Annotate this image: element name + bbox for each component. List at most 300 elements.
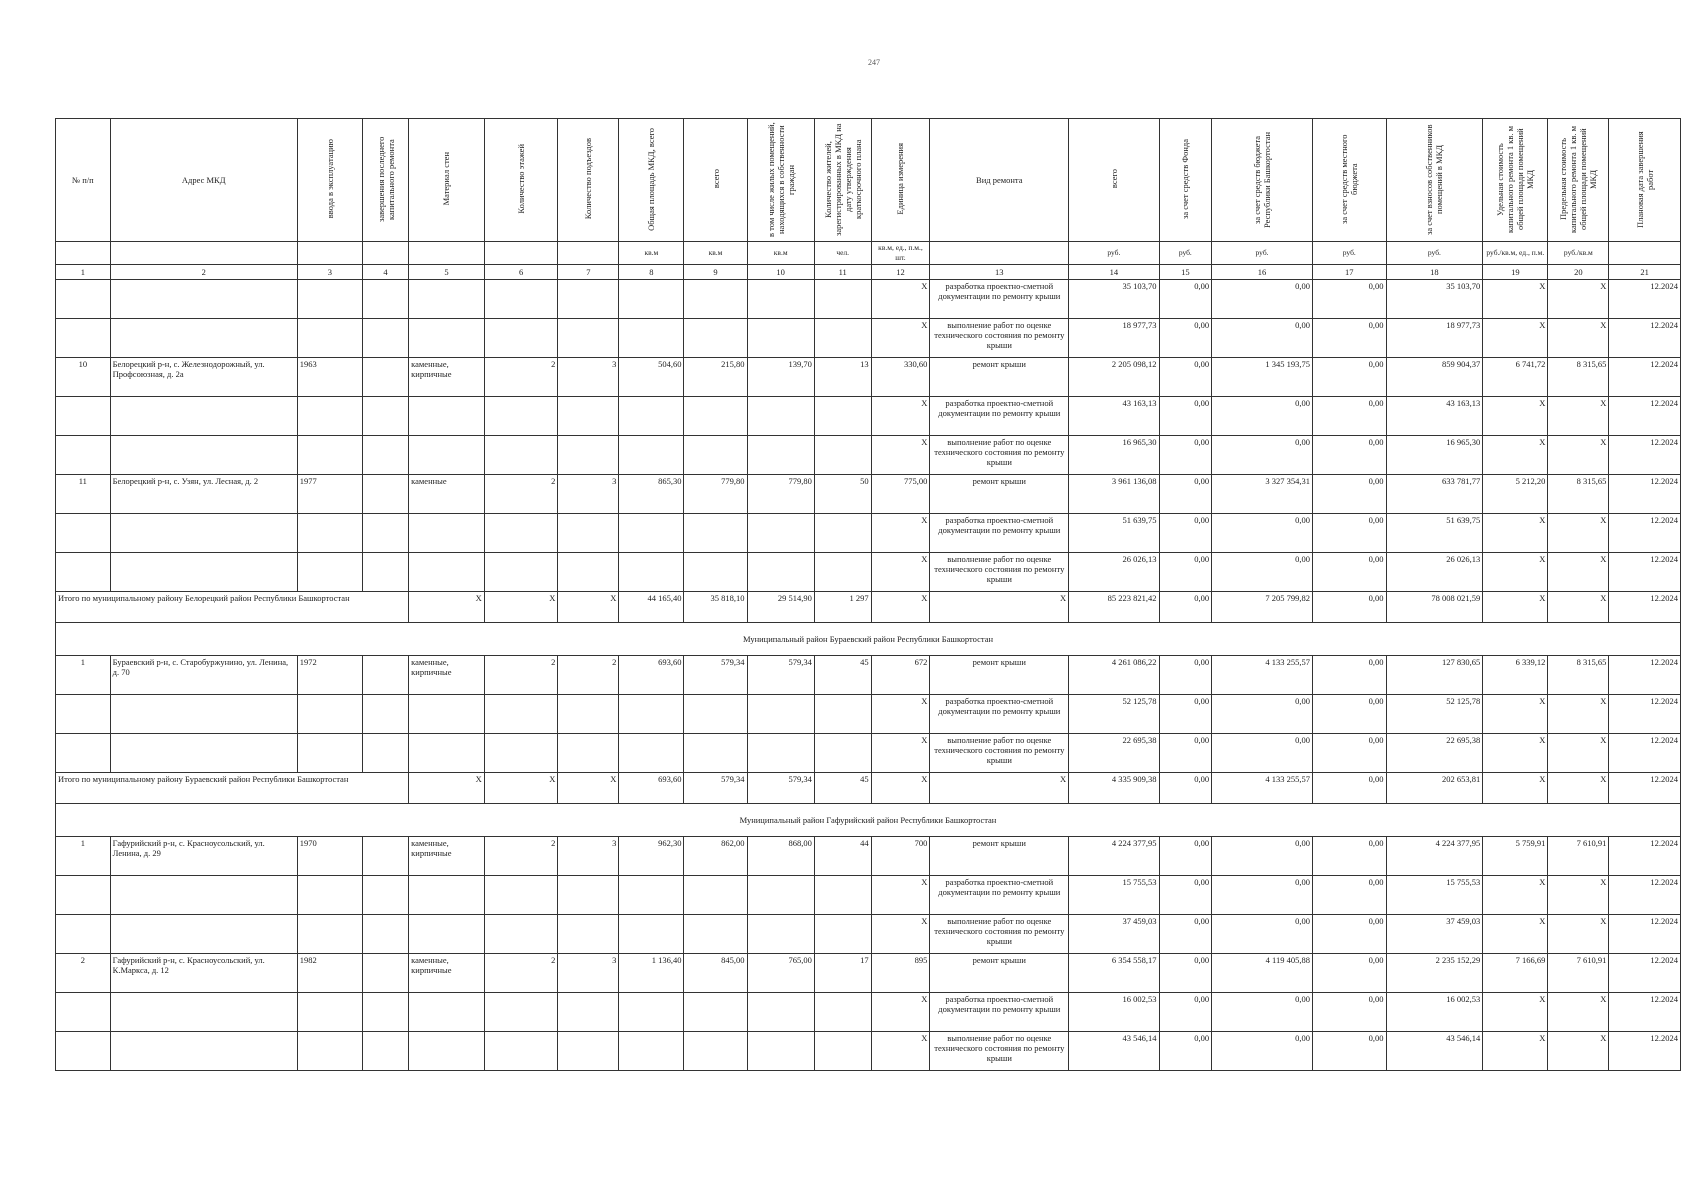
table-cell: 0,00	[1159, 734, 1212, 773]
table-cell: 16 002,53	[1386, 993, 1483, 1032]
table-cell: X	[1548, 1032, 1609, 1071]
table-row	[56, 734, 1681, 773]
table-cell: X	[1483, 915, 1548, 954]
unit-cell	[484, 242, 558, 265]
column-number: 3	[297, 265, 362, 280]
table-cell: X	[1483, 876, 1548, 915]
table-cell: 2	[484, 954, 558, 993]
table-cell: 330,60	[871, 358, 930, 397]
table-cell	[110, 695, 297, 734]
table-cell: 0,00	[1159, 358, 1212, 397]
table-cell: X	[1548, 397, 1609, 436]
table-cell	[297, 280, 362, 319]
table-cell: 127 830,65	[1386, 656, 1483, 695]
table-cell	[56, 553, 111, 592]
table-cell: 0,00	[1159, 837, 1212, 876]
table-cell	[814, 993, 871, 1032]
table-cell: 15 755,53	[1386, 876, 1483, 915]
total-cell: 12.2024	[1609, 592, 1681, 623]
table-cell: X	[1483, 1032, 1548, 1071]
table-cell	[409, 514, 485, 553]
table-cell: каменные, кирпичные	[409, 837, 485, 876]
table-cell: 52 125,78	[1069, 695, 1159, 734]
table-cell: выполнение работ по оценке технического состояния по ремонту крыши	[930, 1032, 1069, 1071]
table-cell: 1 136,40	[619, 954, 684, 993]
table-cell: 35 103,70	[1386, 280, 1483, 319]
section-title: Муниципальный район Гафурийский район Республики Башкортостан	[56, 804, 1681, 837]
column-number: 15	[1159, 265, 1212, 280]
table-cell	[484, 319, 558, 358]
h-cost-total: всего	[1069, 119, 1159, 242]
table-cell: Белорецкий р-н, с. Узян, ул. Лесная, д. 2	[110, 475, 297, 514]
total-cell: X	[1548, 592, 1609, 623]
table-cell	[484, 876, 558, 915]
table-cell	[110, 734, 297, 773]
table-cell	[484, 436, 558, 475]
table-cell	[110, 553, 297, 592]
table-cell	[747, 915, 814, 954]
table-cell: 4 224 377,95	[1386, 837, 1483, 876]
table-cell: 16 002,53	[1069, 993, 1159, 1032]
unit-cell: кв.м	[619, 242, 684, 265]
table-cell: 12.2024	[1609, 553, 1681, 592]
table-cell: 0,00	[1159, 954, 1212, 993]
table-cell: ремонт крыши	[930, 656, 1069, 695]
table-cell: 0,00	[1312, 475, 1386, 514]
table-cell: 859 904,37	[1386, 358, 1483, 397]
table-cell: 26 026,13	[1069, 553, 1159, 592]
table-cell: 0,00	[1159, 436, 1212, 475]
total-cell: X	[484, 592, 558, 623]
total-cell: 4 335 909,38	[1069, 773, 1159, 804]
table-cell: X	[871, 1032, 930, 1071]
table-cell: 0,00	[1212, 1032, 1313, 1071]
table-cell: 15 755,53	[1069, 876, 1159, 915]
table-cell	[619, 553, 684, 592]
unit-cell	[409, 242, 485, 265]
table-cell	[56, 695, 111, 734]
table-row	[56, 280, 1681, 319]
table-cell: 579,34	[684, 656, 747, 695]
table-cell: 12.2024	[1609, 656, 1681, 695]
table-cell	[684, 993, 747, 1032]
table-cell	[747, 1032, 814, 1071]
table-cell: Гафурийский р-н, с. Красноусольский, ул. К.Маркса, д. 12	[110, 954, 297, 993]
table-cell: 633 781,77	[1386, 475, 1483, 514]
page-number: 247	[868, 58, 880, 67]
table-cell	[56, 397, 111, 436]
table-cell: X	[1548, 915, 1609, 954]
table-cell	[362, 695, 408, 734]
table-cell: 18 977,73	[1069, 319, 1159, 358]
table-cell: 2	[484, 656, 558, 695]
table-cell: X	[1548, 553, 1609, 592]
table-cell: 0,00	[1312, 837, 1386, 876]
table-cell	[684, 734, 747, 773]
table-cell: разработка проектно-сметной документации по ремонту крыши	[930, 695, 1069, 734]
table-cell: 12.2024	[1609, 1032, 1681, 1071]
table-cell: 6 354 558,17	[1069, 954, 1159, 993]
table-row	[56, 954, 1681, 993]
table-cell	[814, 876, 871, 915]
unit-cell: руб./кв.м	[1548, 242, 1609, 265]
table-cell	[558, 734, 619, 773]
column-number: 1	[56, 265, 111, 280]
table-cell	[297, 514, 362, 553]
h-republic: за счет средств бюджета Республики Башкортостан	[1212, 119, 1313, 242]
column-number: 9	[684, 265, 747, 280]
table-cell: 1977	[297, 475, 362, 514]
table-cell	[619, 397, 684, 436]
table-cell	[362, 436, 408, 475]
h-wall: Материал стен	[409, 119, 485, 242]
table-cell	[619, 514, 684, 553]
table-cell: 8 315,65	[1548, 358, 1609, 397]
table-cell: Белорецкий р-н, с. Железнодорожный, ул. Профсоюзная, д. 2а	[110, 358, 297, 397]
table-cell: 12.2024	[1609, 319, 1681, 358]
table-cell: 12.2024	[1609, 837, 1681, 876]
table-cell	[619, 993, 684, 1032]
table-cell	[619, 280, 684, 319]
table-cell	[110, 1032, 297, 1071]
table-cell	[684, 553, 747, 592]
total-row	[56, 773, 1681, 804]
unit-cell: кв.м, ед., п.м., шт.	[871, 242, 930, 265]
table-row	[56, 358, 1681, 397]
table-cell: X	[1483, 436, 1548, 475]
table-cell: 579,34	[747, 656, 814, 695]
capital-repair-table	[55, 118, 1681, 1071]
table-cell: X	[1483, 993, 1548, 1032]
table-cell: каменные, кирпичные	[409, 358, 485, 397]
total-cell: X	[409, 592, 485, 623]
table-cell: 0,00	[1159, 656, 1212, 695]
table-cell: 7 610,91	[1548, 954, 1609, 993]
table-cell	[484, 514, 558, 553]
table-cell: 3	[558, 358, 619, 397]
table-cell: X	[1483, 734, 1548, 773]
column-number: 12	[871, 265, 930, 280]
table-cell: разработка проектно-сметной документации по ремонту крыши	[930, 876, 1069, 915]
table-cell: Бураевский р-н, с. Старобуржунино, ул. Ленина, д. 70	[110, 656, 297, 695]
table-row	[56, 514, 1681, 553]
table-cell	[484, 734, 558, 773]
table-cell	[558, 514, 619, 553]
table-cell: 1972	[297, 656, 362, 695]
table-cell: 0,00	[1212, 436, 1313, 475]
table-cell: 44	[814, 837, 871, 876]
table-cell	[56, 915, 111, 954]
table-cell	[747, 436, 814, 475]
table-cell	[110, 514, 297, 553]
total-cell: 0,00	[1159, 773, 1212, 804]
table-cell	[814, 695, 871, 734]
table-cell: 35 103,70	[1069, 280, 1159, 319]
table-cell	[362, 475, 408, 514]
table-cell: 12.2024	[1609, 358, 1681, 397]
table-cell: 22 695,38	[1069, 734, 1159, 773]
table-cell	[684, 876, 747, 915]
h-address: Адрес МКД	[110, 119, 297, 242]
table-cell	[362, 656, 408, 695]
total-cell: X	[558, 773, 619, 804]
h-owners: за счет взносов собственников помещений в МКД	[1386, 119, 1483, 242]
unit-cell	[110, 242, 297, 265]
table-cell: 11	[56, 475, 111, 514]
table-cell: ремонт крыши	[930, 954, 1069, 993]
table-cell: 12.2024	[1609, 514, 1681, 553]
table-cell: 0,00	[1159, 475, 1212, 514]
total-cell: X	[871, 592, 930, 623]
table-cell: 3	[558, 475, 619, 514]
table-cell: 4 119 405,88	[1212, 954, 1313, 993]
total-cell: 4 133 255,57	[1212, 773, 1313, 804]
total-cell: X	[484, 773, 558, 804]
table-cell: 16 965,30	[1386, 436, 1483, 475]
table-cell: 43 546,14	[1386, 1032, 1483, 1071]
table-cell: X	[1548, 514, 1609, 553]
table-cell	[362, 553, 408, 592]
table-row	[56, 397, 1681, 436]
table-cell: 2 205 098,12	[1069, 358, 1159, 397]
table-cell: 504,60	[619, 358, 684, 397]
h-area-all: всего	[684, 119, 747, 242]
total-cell: X	[1548, 773, 1609, 804]
table-cell: X	[1483, 319, 1548, 358]
table-cell: 0,00	[1312, 954, 1386, 993]
table-cell: 0,00	[1212, 514, 1313, 553]
table-cell	[409, 280, 485, 319]
table-cell: 2 235 152,29	[1386, 954, 1483, 993]
table-cell: 0,00	[1212, 695, 1313, 734]
total-cell: 202 653,81	[1386, 773, 1483, 804]
table-cell: 0,00	[1212, 993, 1313, 1032]
table-cell	[747, 553, 814, 592]
table-cell	[362, 358, 408, 397]
table-cell	[362, 993, 408, 1032]
table-cell: выполнение работ по оценке технического состояния по ремонту крыши	[930, 319, 1069, 358]
total-cell: X	[409, 773, 485, 804]
table-cell	[110, 993, 297, 1032]
table-cell	[297, 734, 362, 773]
table-cell	[409, 553, 485, 592]
column-number: 20	[1548, 265, 1609, 280]
table-cell: 0,00	[1312, 734, 1386, 773]
table-cell: 52 125,78	[1386, 695, 1483, 734]
h-total-area: Общая площадь МКД, всего	[619, 119, 684, 242]
table-cell: X	[1483, 280, 1548, 319]
h-max-cost: Предельная стоимость капитального ремонта 1 кв. м общей площади помещений МКД	[1548, 119, 1609, 242]
column-number-row	[56, 265, 1681, 280]
table-cell	[362, 876, 408, 915]
table-cell	[362, 954, 408, 993]
total-cell: 579,34	[684, 773, 747, 804]
table-cell: X	[871, 915, 930, 954]
unit-cell: руб./кв.м, ед., п.м.	[1483, 242, 1548, 265]
table-cell	[409, 436, 485, 475]
table-cell	[56, 280, 111, 319]
total-cell: X	[1483, 592, 1548, 623]
table-cell	[484, 993, 558, 1032]
table-cell: 37 459,03	[1386, 915, 1483, 954]
table-cell: 12.2024	[1609, 876, 1681, 915]
table-cell	[814, 553, 871, 592]
table-cell: 10	[56, 358, 111, 397]
table-row	[56, 553, 1681, 592]
table-cell: X	[1483, 397, 1548, 436]
table-cell	[56, 876, 111, 915]
table-cell	[619, 734, 684, 773]
total-cell: 7 205 799,82	[1212, 592, 1313, 623]
unit-cell	[56, 242, 111, 265]
table-cell: 0,00	[1212, 876, 1313, 915]
table-cell: выполнение работ по оценке технического состояния по ремонту крыши	[930, 553, 1069, 592]
unit-cell	[1609, 242, 1681, 265]
unit-cell	[930, 242, 1069, 265]
table-cell	[297, 993, 362, 1032]
table-cell: 775,00	[871, 475, 930, 514]
total-cell: 78 008 021,59	[1386, 592, 1483, 623]
table-cell: 895	[871, 954, 930, 993]
table-cell: 0,00	[1212, 734, 1313, 773]
total-cell: 85 223 821,42	[1069, 592, 1159, 623]
table-cell: 6 339,12	[1483, 656, 1548, 695]
table-cell: 0,00	[1159, 993, 1212, 1032]
table-cell: 0,00	[1312, 514, 1386, 553]
total-cell: 0,00	[1312, 773, 1386, 804]
table-cell	[484, 397, 558, 436]
table-cell: X	[1548, 695, 1609, 734]
table-cell	[558, 876, 619, 915]
table-cell: 45	[814, 656, 871, 695]
table-cell	[619, 436, 684, 475]
h-year-built: ввода в эксплуатацию	[297, 119, 362, 242]
h-num: № п/п	[56, 119, 111, 242]
table-cell: 1982	[297, 954, 362, 993]
table-cell	[484, 1032, 558, 1071]
table-cell: 0,00	[1159, 280, 1212, 319]
table-row	[56, 837, 1681, 876]
table-cell	[747, 397, 814, 436]
total-cell: 45	[814, 773, 871, 804]
table-cell	[110, 397, 297, 436]
column-number: 19	[1483, 265, 1548, 280]
table-row	[56, 319, 1681, 358]
unit-cell: руб.	[1069, 242, 1159, 265]
table-cell: каменные, кирпичные	[409, 954, 485, 993]
total-cell: 1 297	[814, 592, 871, 623]
table-cell	[684, 397, 747, 436]
unit-cell	[362, 242, 408, 265]
unit-cell: кв.м	[684, 242, 747, 265]
unit-cell: чел.	[814, 242, 871, 265]
table-cell	[558, 436, 619, 475]
table-cell	[362, 514, 408, 553]
table-cell	[814, 1032, 871, 1071]
table-cell: 17	[814, 954, 871, 993]
table-cell: 12.2024	[1609, 695, 1681, 734]
total-cell: X	[930, 592, 1069, 623]
table-cell: 0,00	[1312, 993, 1386, 1032]
table-cell	[110, 876, 297, 915]
table-cell	[684, 280, 747, 319]
table-cell: 16 965,30	[1069, 436, 1159, 475]
total-cell: 693,60	[619, 773, 684, 804]
table-cell: 0,00	[1159, 553, 1212, 592]
table-cell	[814, 436, 871, 475]
unit-cell: руб.	[1159, 242, 1212, 265]
table-cell	[747, 993, 814, 1032]
column-number: 5	[409, 265, 485, 280]
total-label: Итого по муниципальному району Белорецкий район Республики Башкортостан	[56, 592, 409, 623]
table-cell	[409, 1032, 485, 1071]
table-cell: 1	[56, 656, 111, 695]
table-cell: 0,00	[1159, 319, 1212, 358]
table-row	[56, 436, 1681, 475]
table-cell	[110, 915, 297, 954]
h-entrances: Количество подъездов	[558, 119, 619, 242]
table-cell: X	[1548, 319, 1609, 358]
table-cell: 12.2024	[1609, 397, 1681, 436]
table-cell: 4 224 377,95	[1069, 837, 1159, 876]
total-label: Итого по муниципальному району Бураевский район Республики Башкортостан	[56, 773, 409, 804]
table-cell: 37 459,03	[1069, 915, 1159, 954]
table-cell	[619, 1032, 684, 1071]
table-cell: X	[871, 695, 930, 734]
table-cell: 0,00	[1212, 280, 1313, 319]
table-cell: 0,00	[1312, 436, 1386, 475]
table-cell	[362, 280, 408, 319]
table-cell: 12.2024	[1609, 436, 1681, 475]
total-cell: X	[558, 592, 619, 623]
table-cell: 12.2024	[1609, 280, 1681, 319]
table-row	[56, 993, 1681, 1032]
total-cell: 29 514,90	[747, 592, 814, 623]
column-number: 10	[747, 265, 814, 280]
total-cell: 44 165,40	[619, 592, 684, 623]
table-cell: 2	[484, 837, 558, 876]
table-row	[56, 915, 1681, 954]
table-cell: 7 166,69	[1483, 954, 1548, 993]
column-number: 4	[362, 265, 408, 280]
table-cell: 0,00	[1312, 656, 1386, 695]
table-cell: 12.2024	[1609, 954, 1681, 993]
unit-cell: руб.	[1212, 242, 1313, 265]
table-cell	[56, 734, 111, 773]
table-cell: 43 163,13	[1069, 397, 1159, 436]
h-unit: Единица измерения	[871, 119, 930, 242]
table-cell: 0,00	[1159, 514, 1212, 553]
table-cell: 12.2024	[1609, 734, 1681, 773]
table-cell: 6 741,72	[1483, 358, 1548, 397]
table-cell: 0,00	[1212, 397, 1313, 436]
table-cell	[56, 319, 111, 358]
section-row	[56, 623, 1681, 656]
column-number: 21	[1609, 265, 1681, 280]
table-cell: выполнение работ по оценке технического состояния по ремонту крыши	[930, 734, 1069, 773]
table-cell: 0,00	[1159, 876, 1212, 915]
table-cell: X	[871, 993, 930, 1032]
table-cell: X	[871, 436, 930, 475]
unit-cell: кв.м	[747, 242, 814, 265]
table-cell: 0,00	[1212, 319, 1313, 358]
table-cell	[362, 319, 408, 358]
table-cell	[409, 876, 485, 915]
table-cell: 845,00	[684, 954, 747, 993]
column-number: 16	[1212, 265, 1313, 280]
table-cell	[747, 876, 814, 915]
table-cell	[362, 837, 408, 876]
